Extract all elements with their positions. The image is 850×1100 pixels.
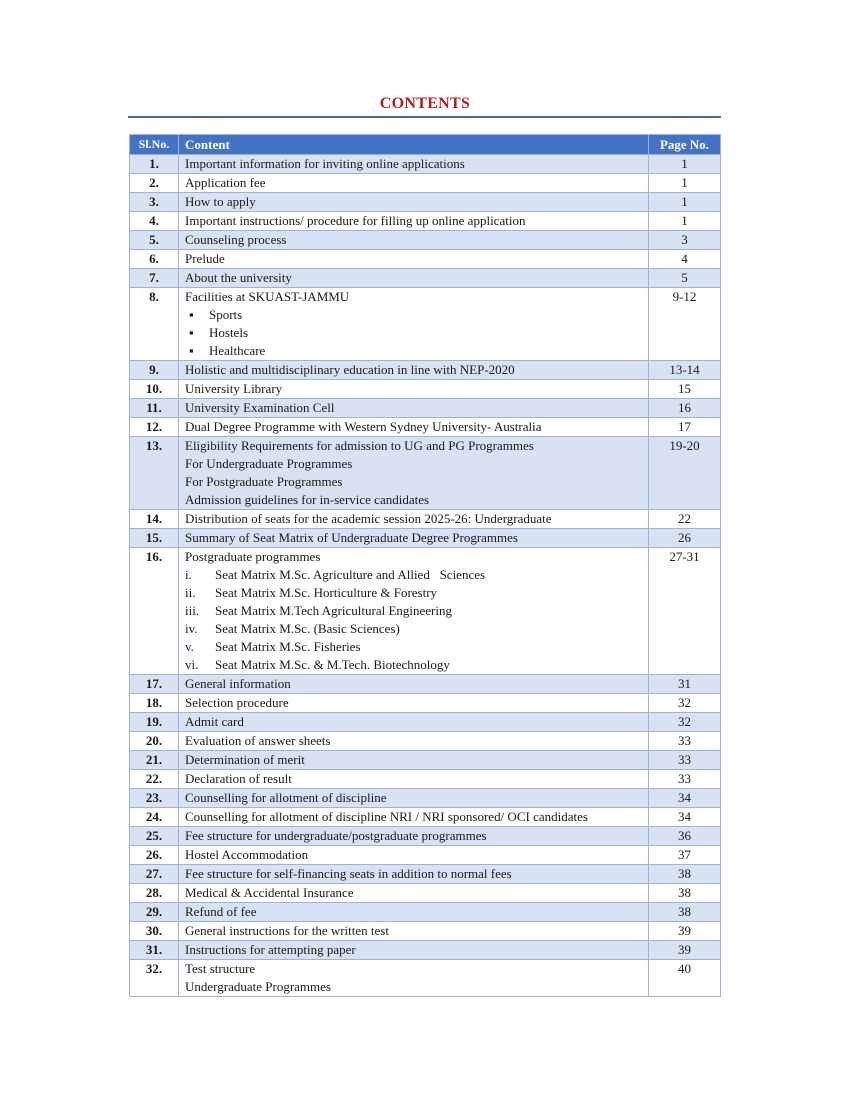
- row-page-no: 33: [649, 751, 721, 770]
- row-content-cell: [179, 713, 649, 732]
- table-row: [130, 288, 721, 361]
- row-content: Facilities at SKUAST-JAMMU: [185, 289, 350, 304]
- roman-text: Seat Matrix M.Sc. & M.Tech. Biotechnology: [215, 657, 450, 672]
- table-row: [130, 437, 721, 510]
- row-page-no: 1: [649, 212, 721, 231]
- row-page-no: 19-20: [649, 437, 721, 510]
- row-content: Medical & Accidental Insurance: [185, 885, 354, 900]
- sub-line: Undergraduate Programmes: [185, 979, 331, 994]
- row-content: Determination of merit: [185, 752, 305, 767]
- row-sl-no: 5.: [130, 231, 179, 250]
- row-page-no: 27-31: [649, 548, 721, 675]
- row-page-no: 40: [649, 960, 721, 997]
- row-content: University Examination Cell: [185, 400, 335, 415]
- row-content: Counseling process: [185, 232, 287, 247]
- row-sl-no: 26.: [130, 846, 179, 865]
- row-content: Selection procedure: [185, 695, 289, 710]
- row-content: Fee structure for self-financing seats in addition to normal fees: [185, 866, 512, 881]
- table-row: [130, 529, 721, 548]
- table-row: [130, 250, 721, 269]
- row-page-no: 38: [649, 903, 721, 922]
- roman-numeral: iii.: [185, 603, 200, 618]
- row-page-no: 13-14: [649, 361, 721, 380]
- roman-item: [185, 656, 642, 674]
- row-page-no: 26: [649, 529, 721, 548]
- row-sl-no: 30.: [130, 922, 179, 941]
- table-row: [130, 510, 721, 529]
- table-row: [130, 694, 721, 713]
- table-row: [130, 212, 721, 231]
- row-page-no: 38: [649, 884, 721, 903]
- row-content-cell: [179, 269, 649, 288]
- row-page-no: 32: [649, 694, 721, 713]
- table-row: [130, 846, 721, 865]
- row-sl-no: 8.: [130, 288, 179, 361]
- roman-item: [185, 638, 642, 656]
- roman-numeral: ii.: [185, 585, 196, 600]
- page-title: CONTENTS: [379, 95, 471, 112]
- row-sl-no: 24.: [130, 808, 179, 827]
- table-row: [130, 732, 721, 751]
- row-page-no: 34: [649, 789, 721, 808]
- row-content-cell: [179, 694, 649, 713]
- row-page-no: 33: [649, 732, 721, 751]
- header-sl-no: Sl.No.: [130, 135, 179, 155]
- row-page-no: 3: [649, 231, 721, 250]
- row-content-cell: [179, 922, 649, 941]
- row-content: University Library: [185, 381, 283, 396]
- row-sl-no: 29.: [130, 903, 179, 922]
- roman-text: Seat Matrix M.Tech Agricultural Engineering: [215, 603, 452, 618]
- table-row: [130, 903, 721, 922]
- row-content: About the university: [185, 270, 292, 285]
- row-page-no: 22: [649, 510, 721, 529]
- row-sl-no: 15.: [130, 529, 179, 548]
- row-sl-no: 18.: [130, 694, 179, 713]
- table-row: [130, 770, 721, 789]
- row-sl-no: 12.: [130, 418, 179, 437]
- row-content: Counselling for allotment of discipline: [185, 790, 387, 805]
- roman-text: Seat Matrix M.Sc. Fisheries: [215, 639, 361, 654]
- row-page-no: 1: [649, 193, 721, 212]
- row-content-cell: [179, 380, 649, 399]
- row-sl-no: 31.: [130, 941, 179, 960]
- sub-line: Admission guidelines for in-service candidates: [185, 492, 430, 507]
- row-page-no: 39: [649, 922, 721, 941]
- row-sl-no: 14.: [130, 510, 179, 529]
- row-page-no: 32: [649, 713, 721, 732]
- row-sl-no: 28.: [130, 884, 179, 903]
- table-row: [130, 751, 721, 770]
- row-content-cell: [179, 827, 649, 846]
- table-row: [130, 155, 721, 174]
- bullet-text: Hostels: [209, 325, 248, 340]
- row-content-cell: [179, 675, 649, 694]
- row-sl-no: 25.: [130, 827, 179, 846]
- row-content: Postgraduate programmes: [185, 549, 321, 564]
- roman-item: [185, 584, 642, 602]
- table-row: [130, 808, 721, 827]
- roman-item: [185, 620, 642, 638]
- row-page-no: 34: [649, 808, 721, 827]
- table-row: [130, 231, 721, 250]
- table-row: [130, 675, 721, 694]
- row-page-no: 1: [649, 155, 721, 174]
- row-content: Test structure: [185, 961, 256, 976]
- row-page-no: 5: [649, 269, 721, 288]
- row-page-no: 9-12: [649, 288, 721, 361]
- row-content: General instructions for the written test: [185, 923, 389, 938]
- title-underline: [128, 116, 721, 118]
- table-row: [130, 361, 721, 380]
- row-content-cell: [179, 510, 649, 529]
- row-content-cell: [179, 789, 649, 808]
- row-sl-no: 4.: [130, 212, 179, 231]
- row-content: Prelude: [185, 251, 225, 266]
- row-content-cell: [179, 751, 649, 770]
- row-sl-no: 9.: [130, 361, 179, 380]
- roman-text: Seat Matrix M.Sc. Horticulture & Forestry: [215, 585, 438, 600]
- row-content: Application fee: [185, 175, 266, 190]
- table-row: [130, 269, 721, 288]
- table-row: [130, 174, 721, 193]
- row-sl-no: 11.: [130, 399, 179, 418]
- row-content: Fee structure for undergraduate/postgraduate programmes: [185, 828, 487, 843]
- row-sl-no: 27.: [130, 865, 179, 884]
- row-content-cell: [179, 250, 649, 269]
- row-page-no: 37: [649, 846, 721, 865]
- roman-numeral: vi.: [185, 657, 199, 672]
- row-content-cell: [179, 732, 649, 751]
- bullet-text: Sports: [209, 307, 243, 322]
- square-bullet-icon: ▪: [189, 343, 194, 358]
- bullet-item: [185, 324, 642, 342]
- row-sl-no: 20.: [130, 732, 179, 751]
- row-content: Hostel Accommodation: [185, 847, 309, 862]
- row-sl-no: 17.: [130, 675, 179, 694]
- row-page-no: 1: [649, 174, 721, 193]
- table-row: [130, 884, 721, 903]
- row-content: Admit card: [185, 714, 244, 729]
- row-content: General information: [185, 676, 291, 691]
- row-sl-no: 21.: [130, 751, 179, 770]
- table-row: [130, 865, 721, 884]
- table-row: [130, 827, 721, 846]
- row-page-no: 15: [649, 380, 721, 399]
- row-content-cell: [179, 399, 649, 418]
- row-content: Important instructions/ procedure for filling up online application: [185, 213, 526, 228]
- row-page-no: 36: [649, 827, 721, 846]
- row-sl-no: 16.: [130, 548, 179, 675]
- row-content-cell: [179, 770, 649, 789]
- roman-text: Seat Matrix M.Sc. (Basic Sciences): [215, 621, 400, 636]
- row-sl-no: 32.: [130, 960, 179, 997]
- row-content-cell: [179, 193, 649, 212]
- row-content-cell: [179, 903, 649, 922]
- table-row: [130, 193, 721, 212]
- row-content: Holistic and multidisciplinary education in line with NEP-2020: [185, 362, 515, 377]
- row-page-no: 38: [649, 865, 721, 884]
- row-content-cell: [179, 865, 649, 884]
- row-sl-no: 22.: [130, 770, 179, 789]
- row-content: Distribution of seats for the academic session 2025-26: Undergraduate: [185, 511, 552, 526]
- table-row: [130, 789, 721, 808]
- row-content-cell: [179, 884, 649, 903]
- row-page-no: 17: [649, 418, 721, 437]
- row-sl-no: 13.: [130, 437, 179, 510]
- row-sl-no: 23.: [130, 789, 179, 808]
- row-content-cell: [179, 808, 649, 827]
- row-content: Summary of Seat Matrix of Undergraduate Degree Programmes: [185, 530, 518, 545]
- bullet-item: [185, 306, 642, 324]
- row-content: Refund of fee: [185, 904, 257, 919]
- contents-rows: [130, 155, 721, 997]
- table-row: [130, 380, 721, 399]
- square-bullet-icon: ▪: [189, 307, 194, 322]
- square-bullet-icon: ▪: [189, 325, 194, 340]
- contents-table: [129, 134, 721, 997]
- sub-line: For Postgraduate Programmes: [185, 474, 343, 489]
- row-content-cell: [179, 437, 649, 510]
- row-content-cell: [179, 212, 649, 231]
- row-sl-no: 19.: [130, 713, 179, 732]
- row-content-cell: [179, 548, 649, 675]
- row-content-cell: [179, 529, 649, 548]
- row-content: Evaluation of answer sheets: [185, 733, 331, 748]
- row-sl-no: 2.: [130, 174, 179, 193]
- roman-item: [185, 602, 642, 620]
- row-content-cell: [179, 846, 649, 865]
- bullet-text: Healthcare: [209, 343, 266, 358]
- row-page-no: 4: [649, 250, 721, 269]
- row-sl-no: 7.: [130, 269, 179, 288]
- row-content-cell: [179, 288, 649, 361]
- roman-numeral: v.: [185, 639, 194, 654]
- sub-line: For Undergraduate Programmes: [185, 456, 353, 471]
- row-content-cell: [179, 418, 649, 437]
- row-content: How to apply: [185, 194, 256, 209]
- row-sl-no: 10.: [130, 380, 179, 399]
- row-page-no: 31: [649, 675, 721, 694]
- row-content: Declaration of result: [185, 771, 292, 786]
- row-sl-no: 1.: [130, 155, 179, 174]
- row-content-cell: [179, 941, 649, 960]
- row-page-no: 33: [649, 770, 721, 789]
- roman-numeral: i.: [185, 567, 192, 582]
- row-content: Instructions for attempting paper: [185, 942, 356, 957]
- row-content-cell: [179, 361, 649, 380]
- table-header-row: [130, 135, 721, 155]
- row-content: Eligibility Requirements for admission to UG and PG Programmes: [185, 438, 534, 453]
- table-row: [130, 548, 721, 675]
- roman-item: [185, 566, 642, 584]
- row-content-cell: [179, 174, 649, 193]
- header-content: Content: [179, 135, 649, 155]
- row-content: Important information for inviting online applications: [185, 156, 465, 171]
- table-row: [130, 960, 721, 997]
- roman-text: Seat Matrix M.Sc. Agriculture and Allied Sciences: [215, 567, 486, 582]
- row-content-cell: [179, 231, 649, 250]
- row-content: Dual Degree Programme with Western Sydney University- Australia: [185, 419, 542, 434]
- table-row: [130, 418, 721, 437]
- row-content-cell: [179, 155, 649, 174]
- roman-numeral: iv.: [185, 621, 198, 636]
- row-sl-no: 6.: [130, 250, 179, 269]
- table-row: [130, 941, 721, 960]
- row-page-no: 39: [649, 941, 721, 960]
- table-row: [130, 713, 721, 732]
- table-row: [130, 399, 721, 418]
- row-sl-no: 3.: [130, 193, 179, 212]
- row-content-cell: [179, 960, 649, 997]
- header-page-no: Page No.: [649, 135, 721, 155]
- row-page-no: 16: [649, 399, 721, 418]
- table-row: [130, 922, 721, 941]
- row-content: Counselling for allotment of discipline NRI / NRI sponsored/ OCI candidates: [185, 809, 588, 824]
- bullet-item: [185, 342, 642, 360]
